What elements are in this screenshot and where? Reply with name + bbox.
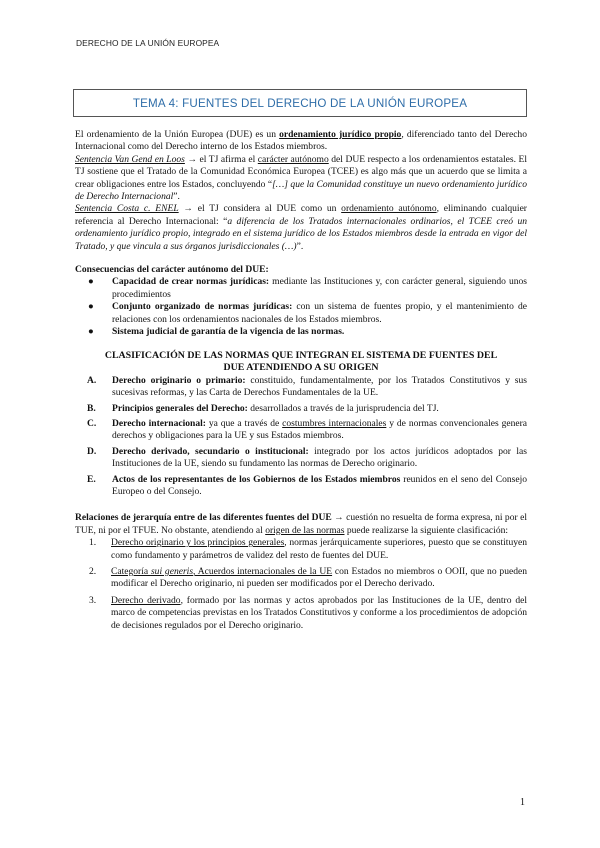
- consequences-list: [75, 276, 527, 338]
- title-box: [73, 89, 527, 117]
- list-item: ● Conjunto organizado de normas jurídicas: con un sistema de fuentes propio, y el mantenimiento de relaciones con los ordenamientos nacionales de los Estados miembros.: [88, 301, 527, 325]
- hierarchy-list: [75, 537, 527, 632]
- intro-paragraph: El ordenamiento de la Unión Europea (DUE) es un ordenamiento jurídico propio, diferenciado tanto del Derecho Internacional como del Derecho interno de los Estados miembros.: [75, 129, 527, 153]
- list-item: 2. Categoría sui generis, Acuerdos internacionales de la UE con Estados no miembros o OOII, que no pueden modificar el Derecho originario, ni pueden ser modificados por el Derecho derivado.: [89, 565, 528, 590]
- document-body: [75, 129, 527, 636]
- list-item: D. Derecho derivado, secundario o institucional: integrado por los actos jurídicos adoptados por las Instituciones de la UE, siendo su fundamento las normas de Derecho originario.: [87, 445, 527, 470]
- van-gend-paragraph: Sentencia Van Gend en Loos → el TJ afirma el carácter autónomo del DUE respecto a los ordenamientos estatales. El TJ sostiene que el Tratado de la Comunidad Económica Europea (TCEE) es algo más que un acuerdo que se limita a crear obligaciones entre los Estados, concluyendo “[…] que la Comunidad constituye un nuevo ordenamiento jurídico de Derecho Internacional”.: [75, 153, 527, 203]
- list-item: ● Capacidad de crear normas jurídicas: mediante las Instituciones y, con carácter general, siguiendo unos procedimientos: [88, 276, 527, 300]
- page-title: TEMA 4: FUENTES DEL DERECHO DE LA UNIÓN EUROPEA: [132, 96, 468, 110]
- classification-heading: CLASIFICACIÓN DE LAS NORMAS QUE INTEGRAN EL SISTEMA DE FUENTES DEL DUE ATENDIENDO A SU ORIGEN: [104, 349, 498, 374]
- case-name: Sentencia Van Gend en Loos: [75, 153, 185, 165]
- running-header: DERECHO DE LA UNIÓN EUROPEA: [76, 38, 220, 48]
- list-item: B. Principios generales del Derecho: desarrollados a través de la jurisprudencia del TJ.: [87, 402, 439, 414]
- list-item: C. Derecho internacional: ya que a través de costumbres internacionales y de normas convencionales genera derechos y obligaciones para la UE y sus Estados miembros.: [87, 417, 528, 442]
- list-item: A. Derecho originario o primario: constituido, fundamentalmente, por los Tratados Constitutivos y sus sucesivas reformas, y las Carta de Derechos Fundamentales de la UE.: [87, 374, 527, 399]
- consequences-heading: Consecuencias del carácter autónomo del DUE:: [75, 264, 269, 276]
- list-item: ● Sistema judicial de garantía de la vigencia de las normas.: [88, 326, 345, 338]
- list-item: 3. Derecho derivado, formado por las normas y actos aprobados por las Instituciones de la UE, dentro del marco de competencias previstas en los Tratados Constitutivos y conforme a los procedimientos de adopción de decisiones regulados por el Derecho originario.: [89, 594, 528, 631]
- costa-enel-paragraph: Sentencia Costa c. ENEL → el TJ considera al DUE como un ordenamiento autónomo, eliminando cualquier referencia al Derecho Internacional: “a diferencia de los Tratados internacionales ordinarios, el TCEE creó un ordenamiento jurídico propio, integrado en el sistema jurídico de los Estados miembros desde la entrada en vigor del Tratado, y que vincula a sus órganos jurisdiccionales (…)”.: [75, 203, 527, 252]
- list-item: E. Actos de los representantes de los Gobiernos de los Estados miembros reunidos en el seno del Consejo Europeo o del Consejo.: [87, 473, 527, 497]
- list-item: 1. Derecho originario y los principios generales, normas jerárquicamente superiores, puesto que se constituyen como fundamento y parámetros de validez del resto de fuentes del DUE.: [89, 537, 528, 561]
- classification-list: [75, 375, 527, 499]
- page-number: 1: [520, 797, 525, 808]
- hierarchy-paragraph: Relaciones de jerarquía entre de las diferentes fuentes del DUE → cuestión no resuelta de forma expresa, ni por el TUE, ni por el TFUE. No obstante, atendiendo al origen de las normas puede realizarse la siguiente clasificación:: [75, 512, 527, 536]
- case-name: Sentencia Costa c. ENEL: [75, 203, 179, 215]
